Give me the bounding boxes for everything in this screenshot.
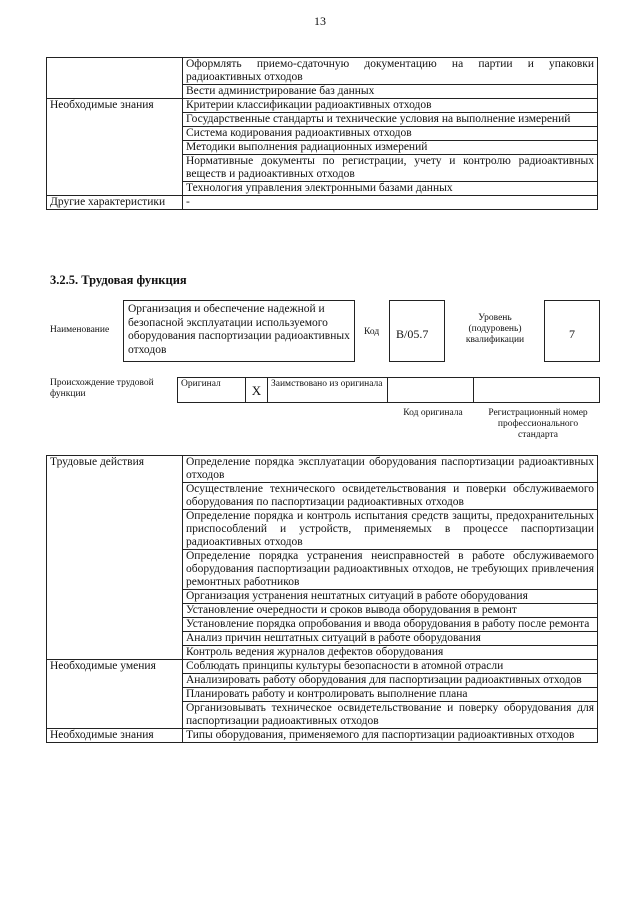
row-item-cell <box>183 182 598 196</box>
row-item-cell <box>183 702 598 729</box>
table-row <box>47 58 598 85</box>
row-item: Методики выполнения радиационных измерений <box>186 141 428 153</box>
row-item: Анализировать работу оборудования для паспортизации радиоактивных отходов <box>186 674 582 686</box>
table-row <box>47 99 598 113</box>
row-item: Система кодирования радиоактивных отходов <box>186 127 412 139</box>
code-original-caption: Код оригинала <box>403 408 463 418</box>
row-item-cell <box>183 646 598 660</box>
row-label-cell <box>47 196 183 210</box>
row-label-cell <box>47 58 183 99</box>
reg-number-caption: Регистрационный номер профессионального стандарта <box>488 408 588 440</box>
row-item-cell <box>183 674 598 688</box>
row-item: Критерии классификации радиоактивных отходов <box>186 99 432 111</box>
row-item: Определение порядка эксплуатации оборудования паспортизации радиоактивных отходов <box>186 456 594 481</box>
level-label: Уровень (подуровень) квалификации <box>465 313 525 345</box>
row-item: Установление порядка опробования и ввода оборудования в работу после ремонта <box>186 618 590 630</box>
table-row <box>47 196 598 210</box>
row-item: Установление очередности и сроков вывода оборудования в ремонт <box>186 604 517 616</box>
row-item-cell <box>183 550 598 590</box>
row-item: Определение порядка и контроль испытания средств защиты, предохранительных приспособлений и устройств, применяемых в процессе паспортизации радиоактивных отходов <box>186 510 594 548</box>
row-item-cell <box>183 510 598 550</box>
row-item-cell <box>183 632 598 646</box>
row-item: Типы оборудования, применяемого для паспортизации радиоактивных отходов <box>186 729 575 741</box>
origin-code-cell <box>388 378 474 403</box>
origin-mark: X <box>251 382 262 398</box>
row-label-cell <box>47 660 183 729</box>
row-item-cell <box>183 729 598 743</box>
row-label: Необходимые знания <box>50 99 154 111</box>
row-item-cell <box>183 141 598 155</box>
row-item: Организация устранения нештатных ситуаций в работе оборудования <box>186 590 528 602</box>
row-item-cell <box>183 85 598 99</box>
function-details-table <box>46 455 598 743</box>
row-item-cell <box>183 99 598 113</box>
origin-borrowed-cell: Заимствовано из оригинала <box>268 378 388 403</box>
table-row <box>47 660 598 674</box>
row-item-cell <box>183 127 598 141</box>
row-item: Осуществление технического освидетельствования и поверки обслуживаемого оборудования по паспортизации радиоактивных отходов <box>186 483 594 508</box>
row-item-cell <box>183 590 598 604</box>
row-item: Планировать работу и контролировать выполнение плана <box>186 688 468 700</box>
table-row <box>47 456 598 483</box>
table-row <box>47 729 598 743</box>
row-item: Контроль ведения журналов дефектов оборудования <box>186 646 444 658</box>
code-value: В/05.7 <box>396 327 429 341</box>
row-item-cell <box>183 618 598 632</box>
section-heading: 3.2.5. Трудовая функция <box>50 273 187 287</box>
row-label: Другие характеристики <box>50 196 166 208</box>
row-item-cell <box>183 113 598 127</box>
row-item-cell <box>183 604 598 618</box>
origin-table <box>177 377 600 403</box>
row-label-cell <box>47 456 183 660</box>
origin-label: Происхождение трудовой функции <box>50 378 154 399</box>
requirements-table-continued <box>46 57 598 210</box>
row-item: Государственные стандарты и технические условия на выполнение измерений <box>186 113 571 125</box>
row-label: Необходимые умения <box>50 660 156 672</box>
row-item: - <box>186 196 190 208</box>
function-name-box <box>123 300 355 362</box>
row-item: Организовывать техническое освидетельствование и поверку оборудования для паспортизации радиоактивных отходов <box>186 702 594 727</box>
row-item: Нормативные документы по регистрации, учету и контролю радиоактивных веществ и радиоактивных отходов <box>186 155 594 180</box>
row-label: Трудовые действия <box>50 456 145 468</box>
row-item-cell <box>183 196 598 210</box>
row-item: Технология управления электронными базами данных <box>186 182 453 194</box>
code-box <box>389 300 445 362</box>
row-item: Оформлять приемо-сдаточную документацию на партии и упаковки радиоактивных отходов <box>186 58 594 83</box>
row-item-cell <box>183 58 598 85</box>
level-value: 7 <box>569 327 575 341</box>
row-item-cell <box>183 456 598 483</box>
row-item-cell <box>183 155 598 182</box>
page-number: 13 <box>314 14 326 28</box>
origin-mark-cell <box>246 378 268 403</box>
row-item: Соблюдать принципы культуры безопасности в атомной отрасли <box>186 660 504 672</box>
row-label-cell <box>47 99 183 196</box>
name-label: Наименование <box>50 325 110 335</box>
row-item: Вести администрирование баз данных <box>186 85 375 97</box>
row-item-cell <box>183 688 598 702</box>
origin-original-cell: Оригинал <box>178 378 246 403</box>
code-label: Код <box>364 327 380 337</box>
row-label-cell <box>47 729 183 743</box>
row-label: Необходимые знания <box>50 729 154 741</box>
row-item: Определение порядка устранения неисправностей в работе обслуживаемого оборудования паспортизации радиоактивных отходов, не требующих привлечения ремонтных работников <box>186 550 594 588</box>
row-item-cell <box>183 660 598 674</box>
row-item: Анализ причин нештатных ситуаций в работе оборудования <box>186 632 481 644</box>
level-box <box>544 300 600 362</box>
function-name-value: Организация и обеспечение надежной и безопасной эксплуатации используемого оборудования паспортизации радиоактивных отходов <box>128 303 350 356</box>
origin-reg-cell <box>474 378 600 403</box>
row-item-cell <box>183 483 598 510</box>
